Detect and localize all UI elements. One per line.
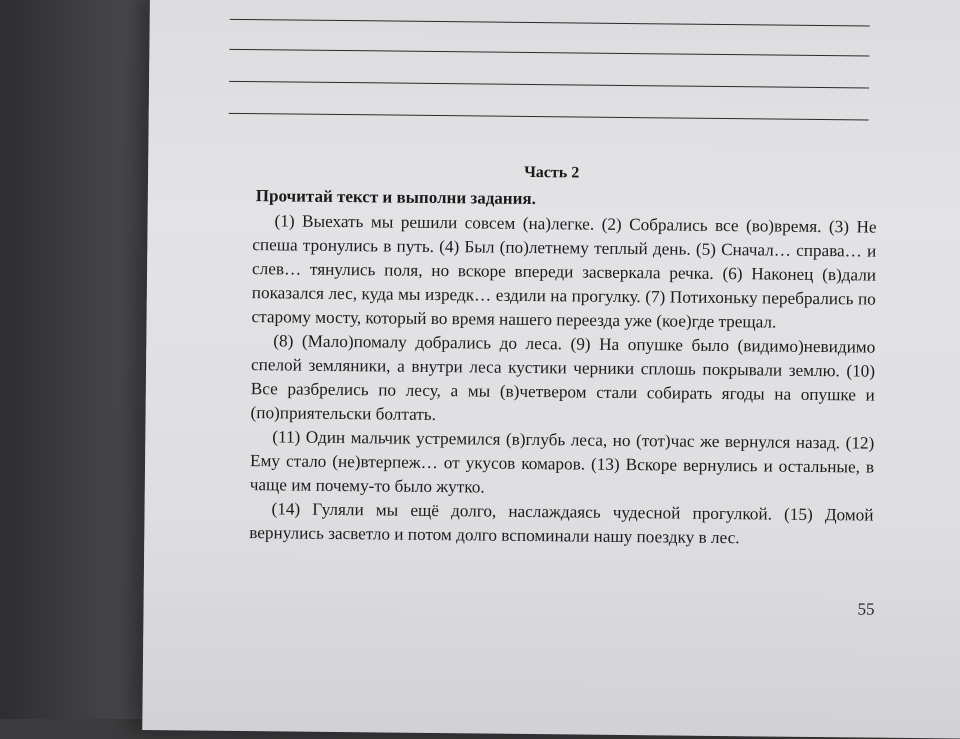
paragraph: (11) Один мальчик устремился (в)глубь леса, но (тот)час же вернулся назад. (12) Ему стало (не)втерпеж… от укусов комаров. (13) Вскоре вернулись и остальные, в чаще им почему-то было жутко. — [249, 427, 875, 497]
paragraph: (1) Выехать мы решили совсем (на)легке. (2) Собрались все (во)время. (3) Не спеша тронулись в путь. (4) Был (по)летнему теплый день. (5) Сначал… справа… и слев… тянулись поля, но вскоре впереди засверкала речка. (6) Наконец (в)дали показался лес, куда мы изредк… ездили на прогулку. (7) Потихоньку перебрались по старому мосту, который во время нашего переезда уже (кое)где трещал. — [251, 211, 877, 332]
textbook-page — [142, 0, 960, 739]
reading-text — [249, 209, 876, 552]
answer-line — [229, 81, 869, 89]
answer-line — [230, 19, 870, 27]
paragraph: (14) Гуляли мы ещё долго, наслаждаясь чудесной прогулкой. (15) Домой вернулись засветло и потом долго вспоминали нашу поездку в лес. — [249, 499, 874, 548]
page-number: 55 — [857, 599, 875, 619]
paragraph: (8) (Мало)помалу добрались до леса. (9) На опушке было (видимо)невидимо спелой земляники, а внутри леса кустики черники сплошь покрывали землю. (10) Все разбрелись по лесу, а мы (в)четвером стали собирать ягоды на опушке и (по)приятельски болтать. — [250, 331, 876, 425]
answer-line — [229, 113, 869, 121]
part-title: Часть 2 — [524, 163, 580, 182]
task-instruction: Прочитай текст и выполни задания. — [255, 186, 536, 209]
answer-line — [229, 49, 869, 57]
